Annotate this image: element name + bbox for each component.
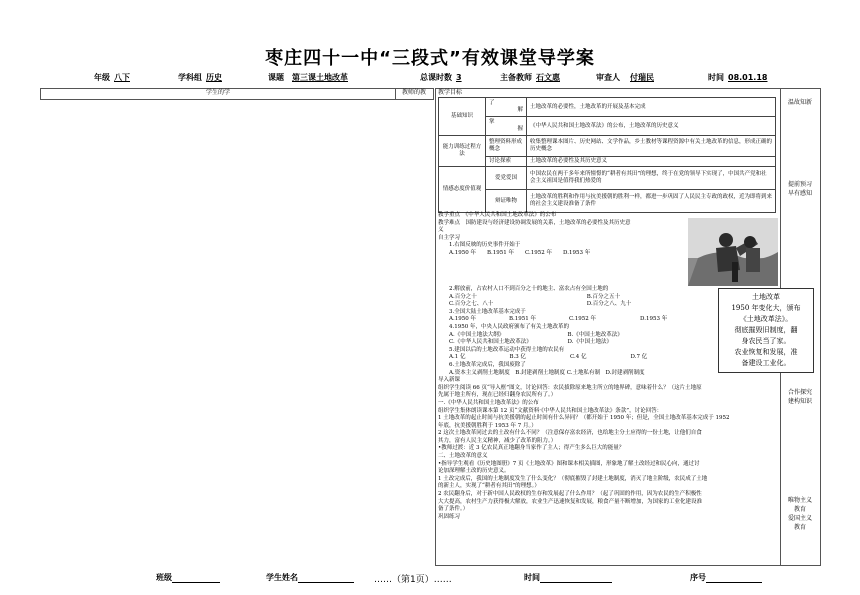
text-line: 二、土地改革的意义 [438,453,488,460]
goal-subcategory: 掌 握 [486,117,527,136]
topic-field: 课题 第三课土地改革 [268,72,356,83]
land-reform-photo [688,218,778,286]
text-line: 一.《中华人民共和国土地改革法》的公布 [438,399,539,406]
reviewer-value: 付瑞民 [630,73,654,82]
text-line: •教师过渡：近 3 亿农民真正地翻身当家作了主人；得产生多么巨大的能量？ [438,445,625,452]
text-line: 先属于地主所有，现在已经归翻身农民所有了。） [438,392,557,399]
time-value: 08.01.18 [728,73,768,82]
text-line: A.《中国土地法大纲》 B.《中国土地改革法》 [438,331,623,338]
text-line: A.1 亿 B.3 亿 C.4 亿 D.7 亿 [438,354,648,361]
page-title: 枣庄四十一中“三段式”有效课堂导学案 [265,48,595,69]
goal-subcategory: 辩证唯物 [486,190,527,213]
hours-field: 总课时数 3 [420,72,466,83]
grade-value: 八下 [114,73,130,82]
text-line: 年底，抗美援朝胜利于 1953 年 7 月。） [438,422,537,429]
subject-field: 学科组 历史 [178,72,226,83]
text-line: 2 农民翻身后，对于新中国人民政权的生存和发展起了什么作用？（起了巩固的作用，因为农民的生产积极性 [438,491,702,498]
text-line: A.1950 年 B.1951 年 C.1952 年 D.1953 年 [438,316,668,323]
table-row [439,157,776,167]
sidebar-note: 唯物主义 教育 爱国主义 教育 [787,497,812,531]
table-row [439,136,776,157]
text-line: 1.右图反映的历史事件开始于 [438,242,521,249]
text-line: 备了条件。） [438,506,469,513]
table-row [439,190,776,213]
page-number: ……（第1页）…… [374,575,452,585]
text-line: 自主学习 [438,234,461,241]
subject-value: 历史 [206,73,222,82]
text-line: 大大提高，农村生产力获得极大解放，农业生产迅速恢复和发展，粮食产量不断增加，为国家的工业化建设准 [438,498,703,505]
sidebar-note: 提前预习 早有感知 [787,181,812,197]
grade-field: 年级 八下 [94,72,134,83]
topic-value: 第三课土地改革 [292,73,348,82]
goal-category: 基础知识 [439,98,486,136]
goal-text: 土地改革的必要性，土地改革的开展及基本完成 [527,98,776,117]
teacher-column-label: 教师的教 [401,89,426,96]
table-row [439,98,776,117]
goal-text: 收集整理课本图片、历史网站、文学作品，乡土教材等课程资源中有关土地改革的信息，形成正确的历史概念 [527,136,776,157]
text-line: A.资本主义剥削土地制度 B.封建剥削土地制度 C.土地私有制 D.封建剥削制度 [438,369,645,376]
goal-text: 中国农民在两千多年来所憧憬的“耕者有其田”的理想，终于在党的领导下实现了，中国共产党和社会主义祖国是值得我们热爱的 [527,167,776,190]
footer-seq: 序号 [690,572,762,583]
text-line: 6.土地改革完成后，我国废除了 [438,361,526,368]
goal-subcategory: 爱党爱国 [486,167,527,190]
goal-text: 土地改革的必要性及其历史意义 [527,157,776,167]
teacher-field: 主备教师 石文惠 [500,72,564,83]
goal-subcategory: 讨论探索 [486,157,527,167]
student-column-label: 学生的学 [205,89,230,96]
text-line: C.《中华人民共和国土地改革法》 D.《中国土地法》 [438,339,612,346]
text-line: •指导学生观看《历史地图册》7 页《土地改革》图和课本相关插图，形象地了解土改经过和民心向，通过讨 [438,460,700,467]
summary-callout: 土地改革 1950 年变化大，颁布 《土地改革法》。 彻底摧毁旧制度，翻 身农民当了家。 农业恢复和发展，准 备建设工业化。 [718,288,814,373]
goal-text: 土地改革的胜利和作用与抗美援朝的胜利一样，都进一步巩固了人民民主专政的政权，近为即将到来的社会主义建设准备了条件 [527,190,776,213]
lesson-intro [438,212,688,258]
goals-table [438,97,776,213]
goal-category: 情感态度价值观 [439,167,486,213]
text-line: 论加深理解土改的历史意义。 [438,468,510,475]
text-line: C.百分之七、八十 D.百分之八、九十 [438,301,632,308]
text-line: 的新主人，实现了“耕者有其田”的理想。） [438,483,540,490]
teacher-value: 石文惠 [536,73,560,82]
text-line: 1 土改完成后，我国的土地制度发生了什么变化？（彻底摧毁了封建土地制度，消灭了地主阶级，农民成了土地 [438,475,708,482]
text-line: 2.解放前，占农村人口不到百分之十的地主、富农占有全国土地的 [438,286,609,292]
footer-class: 班级 [156,572,220,583]
goal-category: 能力训练过程方法 [439,136,486,167]
text-line: 其力，富有人民主义精神，减少了改革的阻力。） [438,437,557,444]
text-line: 组织学生阅读 66 页“导入框”图文，讨论回答：农民拔除原来地主所立的地界碑，意味着什么？（这片土地原 [438,384,702,391]
goal-subcategory: 整理资料形成概念 [486,136,527,157]
reviewer-field: 审查人 付瑞民 [596,72,664,83]
goal-subcategory: 了 解 [486,98,527,117]
sidebar-note: 温故知新 [787,99,812,106]
footer-name: 学生姓名 [266,572,354,583]
text-line: 义 [438,227,444,234]
text-line: 5.建国以后的土地改革运动中获得土地的农民有 [438,346,565,353]
text-line: 教学难点 国防建设与经济建设协调发展的关系，土地改革的必要性及其历史意 [438,219,631,226]
time-field: 时间 08.01.18 [708,72,771,83]
text-line: 4.1950 年，中央人民政府颁布了有关土地改革的 [438,323,569,330]
text-line: 导入新课 [438,377,461,384]
hours-value: 3 [456,73,462,82]
text-line: 2 这次土地改革同过去的土改有什么不同？（注意保存富农经济，也给地主分土应得的一份土地，让他们自食 [438,430,702,437]
text-line: 组织学生集体朗读课本第 12 页“文献资料·《中华人民共和国土地改革法》条款”，讨论回答： [438,407,663,414]
text-line: 巩固练习 [438,513,461,520]
sidebar-note: 合作探究 建构知识 [787,389,812,405]
footer-time: 时间 [524,572,612,583]
text-line: A.1950 年 B.1951 年 C.1952 年 D.1953 年 [438,249,591,256]
table-row [439,117,776,136]
text-line: 3.全国大陆土地改革基本完成于 [438,308,526,315]
text-line: 1 土地改革的起止时间与抗美援朝的起止时间有什么异同？（都开始于 1950 年；但是，全国土地改革基本完成于 1952 [438,415,730,422]
goals-heading: 教学目标 [438,89,463,96]
goal-text: 《中华人民共和国土地改革法》的公布，土地改革的历史意义 [527,117,776,136]
text-line: 教学重点 《中华人民共和国土地改革法》的公布 [438,212,557,218]
text-line: A.百分之十 B.百分之五十 [438,293,621,300]
table-row [439,167,776,190]
